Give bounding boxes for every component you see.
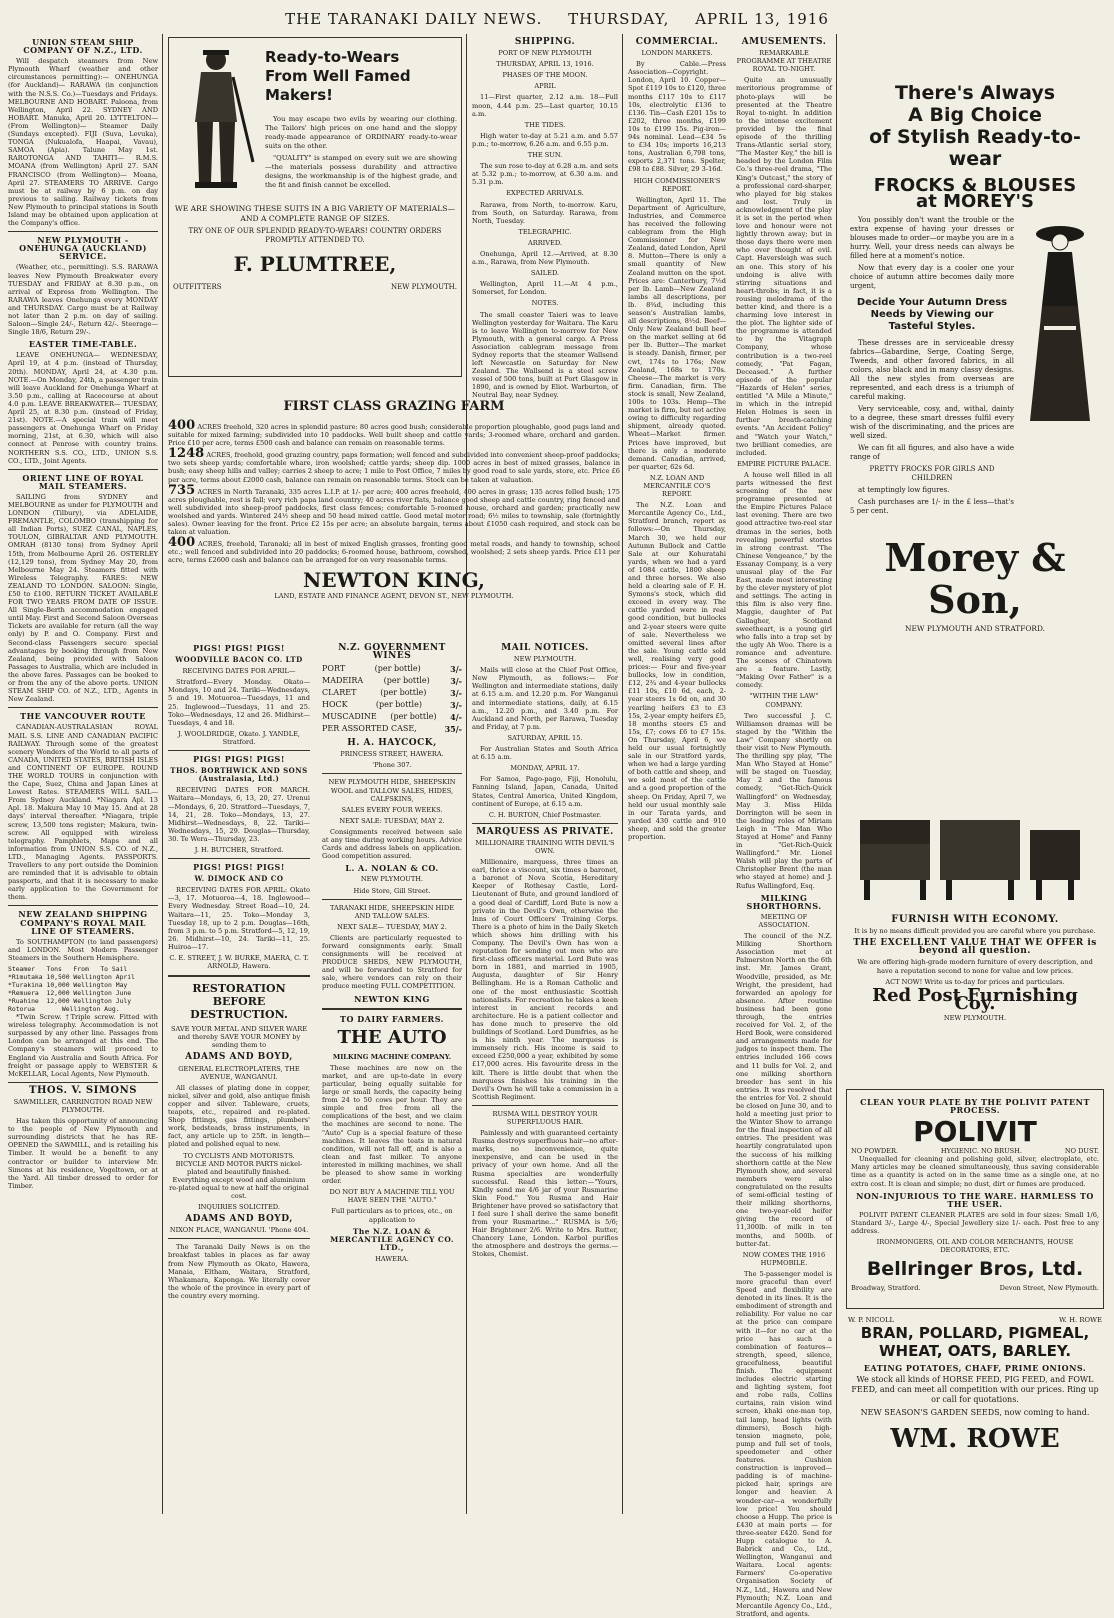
hc-title: HIGH COMMISSIONER'S REPORT. [633, 176, 721, 193]
easter-body: LEAVE ONEHUNGA— WEDNESDAY, April 19, at 4 p.m. (instead of Thursday, 20th). MONDAY, April 24, at 4.30 p.m. NOTE.—On Monday, 24th, a passenger train will leave Auckland for Onehunga Wharf at 3.50 p.m., calling at Racecourse at about 4.0 p.m. LEAVE BREAKWATER— TUESDAY, April 25, at 8.30 p.m. (instead of Friday, 21st). NOTE.—A special train will meet passengers at Onehunga Wharf on Friday morning, 21st, at 6.30, which will also connect at Penrose with country trains. NORTHERN S.S. CO., LTD., UNION S.S. CO., LTD., Joint Agents. [8, 351, 158, 465]
column-commercial [624, 34, 730, 1514]
wine-row: HOCK (per bottle) 3/- [322, 700, 462, 711]
taranaki-sales-firm: NEWTON KING [354, 993, 430, 1004]
milking-body: The council of the N.Z. Milking Shorthorn Association met at Palmerston North on the 6th inst. Mr. James Grant, Woodville, presided, as Mr. Wright, the president, had forwarded an apology for absence. After routine business had been gone through, the entries received for Vol. 2, of the Herd Book, were considered and arrangements made for judges to inspect them. The entries included 166 cows and 11 bulls for Vol. 2, and one milking shorthorn breeder has sent in his entries. It was resolved that the entries for Vol. 2 should be closed on June 30, and to hold a meeting just prior to the Winter Show to arrange for the final inspection of all entries. The president was heartily congratulated upon the success of his milking shorthorn cattle at the New Plymouth show, and several members were also congratulated on the results of semi-official testing of their milking shorthorns, one two-year-old heifer giving the record of 11,300lb. of milk in ten months, and 500lb. of butter-fat. [736, 932, 833, 1248]
tides-title: THE TIDES. [524, 120, 566, 129]
morey-ad [840, 34, 1110, 799]
sheepskin-store: Hide Store, Gill Street. [353, 886, 431, 895]
taranaki-sales-next: NEXT SALE— TUESDAY, MAY 2. [337, 922, 447, 931]
masthead-day: THURSDAY, [568, 10, 670, 28]
plumtree-quality: "QUALITY" is stamped on every suit we are showing—the materials possess durability and attractive designs, the workmanship is of the highest grade, and the fit and finish cannot be excelled. [265, 154, 457, 189]
grazing-address: LAND, ESTATE AND FINANCE AGENT, DEVON ST., NEW PLYMOUTH. [274, 591, 514, 600]
grazing-item: 400 ACRES, freehold, Taranaki; all in best of mixed English grasses, fronting good metal roads, and handy to township, school etc.; well fenced and subdivided into 20 paddocks; 6-roomed house, bathroom, cowshed, woolshed; 2 sets sheep yards. Price £11 per acre, terms £2600 cash and balance can be arranged for on very reasonable terms. [168, 535, 620, 565]
marquess-title: MARQUESS AS PRIVATE. [476, 826, 614, 837]
morey-frocks: FROCKS & BLOUSES [873, 175, 1077, 196]
grazing-item: 400 ACRES freehold, 320 acres in splendid pasture: 80 acres good bush; considerable proportion ploughable, good pugs land and suitable for mixed farming; subdivided into 10 paddocks. Well built sheep and cattle yards; 3-roomed whare, orchard and garden. Price £10 per acre, terms £500 cash and balance can remain on reasonable terms. [168, 418, 620, 448]
pigs3-dates: RECEIVING DATES FOR APRIL: Okato—3, 17. Motuoroa—4, 18. Inglewood—Every Wednesday. Street Road—10, 24. Waitara—11, 25. Toko—Monday 3, Tuesday 18, up to 2 p.m. Douglas—16th, from 3 p.m. to 5 p.m. Stratford—5, 12, 19, 26. Midhirst—10, 24. Tariki—11, 25. Huiroa—17. [168, 886, 310, 951]
morey-p1: You possibly don't want the trouble or the extra expense of having your dresses or blouses made to order—or maybe you are in a hurry. Well, your dress needs can always be filled here at a moment's notice. [850, 216, 1014, 261]
milking-title: MILKING SHORTHORNS. [746, 892, 822, 911]
simons-body: Has taken this opportunity of announcing to the people of New Plymouth and surrounding districts that he has RE-OPENED the SAWMILL, and is retailing his Timber. It would be a benefit to any contractor or builder to interview Mr. Simons at his residence, Vogeltown, or at the Yard. All timber dressed to order for Timber. [8, 1117, 158, 1190]
shipping-date: THURSDAY, APRIL 13, 1916. [496, 60, 594, 69]
bran-ad [840, 1316, 1110, 1514]
orient-title: ORIENT LINE OF ROYAL MAIL STEAMERS. [22, 472, 144, 491]
pigs3-agents: C. E. STREET, J. W. BURKE, MAERA, C. T. ARNOLD, Hawera. [169, 954, 309, 971]
nzship-table: Steamer Tons From To Sail *Rimutaka 10,500 Wellington April *Turakina 10,000 Wellington May *Remuera 12,000 Wellington June *Ruahine 12,000 Wellington July Rotorua Wellington Aug. [8, 965, 135, 1014]
lady-illustration [1020, 216, 1100, 426]
wine-row: CLARET (per bottle) 3/- [322, 688, 462, 699]
morey-p5: We can fit all figures, and also have a wide range of [850, 444, 1014, 462]
pigs2-agent: J. H. BUTCHER, Stratford. [194, 845, 284, 854]
rusma-title: RUSMA WILL DESTROY YOUR SUPERFLUOUS HAIR. [492, 1109, 598, 1126]
dairy-body: These machines are now on the market, and are up-to-date in every particular, being equally suitable for large or small herds, the capacity being from 24 to 50 cows per hour. They are simple and free from all the complications of the best, and we claim the machines are second to none. The "Auto" Cup is a special feature of these machines. It leaves the teats in natural condition, will not fall off, and is also a clean and fast milker. To anyone interested in milking machines, we shall be pleased to show same in working order. [322, 1063, 462, 1186]
wine-row: MADEIRA (per bottle) 3/- [322, 676, 462, 687]
column-rule [836, 34, 837, 1514]
bran-right: W. H. ROWE [1058, 1316, 1102, 1324]
simons-sub: SAWMILLER, CARRINGTON ROAD NEW PLYMOUTH. [13, 1097, 153, 1114]
moon-month: APRIL [534, 82, 556, 91]
dimock-title: W. DIMOCK AND CO [194, 874, 284, 884]
plumtree-foot-right: NEW PLYMOUTH. [391, 283, 457, 291]
milking-sub: MEETING OF ASSOCIATION. [758, 912, 810, 929]
plumtree-headline-2: From Well Famed [265, 67, 411, 85]
polivit-hygienic: HYGIENIC. NO BRUSH. [940, 1147, 1023, 1156]
bran-line2: WHEAT, OATS, BARLEY. [878, 1342, 1072, 1361]
bran-line3: EATING POTATOES, CHAFF, PRIME ONIONS. [863, 1363, 1087, 1374]
morey-son: Morey & Son, [884, 535, 1066, 623]
plumtree-headline-3: Makers! [265, 86, 333, 104]
sheepskin-place: NEW PLYMOUTH. [360, 875, 424, 884]
bellringer-name: Bellringer Bros, Ltd. [866, 1258, 1084, 1281]
woodville-title: WOODVILLE BACON CO. LTD [175, 655, 303, 665]
restoration-body: SAVE YOUR METAL AND SILVER WARE and thereby SAVE YOUR MONEY by sending them to [170, 1025, 308, 1050]
column-rule [622, 34, 623, 1514]
furniture-illustration [850, 800, 1090, 910]
marquess-sub: MILLIONAIRE TRAINING WITH DEVIL'S OWN. [475, 838, 615, 855]
nzship-body: To SOUTHAMPTON (to land passengers) and LONDON. Most Modern Passenger Steamers in the Southern Hemisphere. [8, 937, 158, 962]
onehunga-body: (Weather, etc., permitting). S.S. RARAWA leaves New Plymouth Breakwater every TUESDAY and FRIDAY at 8.30 p.m., on arrival of Express from Wellington. The RARAWA leaves Onehunga every MONDAY and THURSDAY. Cargo must be at Railway not later than 2 p.m. on day of sailing. Saloon—Single 24/-, Return 42/-. Steerage—Single 18/6, Return 29/-. [8, 263, 158, 337]
wine-row: MUSCADINE (per bottle) 4/- [322, 712, 462, 723]
empire-body: A house well filled in all parts witnessed the first screening of the new programme presented at the Empire Pictures Palace last evening. There are two good attractive two-reel star dramas in the series, both revealing powerful stories in strong contrast. "The Chinese Vengeance," by the Essanay Company, is a very unusual play of the Far East, made most interesting by the clever mystery of plot and settings. The acting in this film is also very fine. Maggie, daughter of Pat Gallagher, Scotland sweetheart, is a young girl who falls into a trap set by the ugly Ah Woo. There is a romance and adventure. The scenes of Chinatown are a feature. Lastly, "Making Over Father" is a comedy. [736, 470, 832, 690]
shipping-title: SHIPPING. [514, 37, 576, 47]
within-title: "WITHIN THE LAW" COMPANY. [749, 692, 819, 709]
expected-title: EXPECTED ARRIVALS. [506, 189, 584, 198]
mail-title: MAIL NOTICES. [501, 643, 589, 653]
bran-line1: BRAN, POLLARD, PIGMEAL, [860, 1324, 1090, 1343]
bran-seeds: NEW SEASON'S GARDEN SEEDS, now coming to hand. [860, 1408, 1090, 1418]
sun-title: THE SUN. [527, 151, 563, 160]
polivit-ad [840, 1086, 1110, 1312]
telegraphic-title: TELEGRAPHIC. [518, 227, 572, 236]
wines-address: PRINCESS STREET, HAWERA. [340, 750, 444, 759]
plumtree-name: F. PLUMTREE, [233, 252, 397, 276]
polivit-no-dust: NO DUST. [1064, 1147, 1099, 1156]
polivit-top: CLEAN YOUR PLATE BY THE POLIVIT PATENT PROCESS. [860, 1097, 1090, 1116]
mail-np: NEW PLYMOUTH. [513, 655, 577, 664]
masthead [0, 10, 1114, 28]
pigs3-title: PIGS! PIGS! PIGS! [193, 862, 285, 873]
dairy-place: HAWERA. [375, 1254, 409, 1263]
london-markets: LONDON MARKETS. [641, 49, 713, 58]
commercial-body: By Cable.—Press Association—Copyright. London, April 10. Copper—Spot £119 10s to £120, three months £117 10s to £117 10s, electrolytic £136 to £136. Tin—Cash £201 15s to £202, three months, £199 10s to £199 15s. Pig-iron—94s nominal. Lead—£34 5s to £34 10s; imports 16,213 tons, Australian 6,798 tons, exports 2,371 tons. Spelter, £98 to £88. Silver, 29 3-16d. [628, 60, 726, 174]
grazing-item: 1248 ACRES, freehold, good grazing country, paps formation; well fenced and subdivided into convenient sheep-proof paddocks; two sets sheep yards; comfortable whare, iron woolshed; cattle yards; sheep dip. 1000 acres in best of mixed grasses, balance in bush; easy sheep hills and valley; carries 2 sheep to acre; 1 mile to Post Office, 7 miles by good road to sale yards, store, etc. Price £6 per acre, terms about £2000 cash, balance can remain on reasonable terms. Stock can be taken at valuation. [168, 446, 620, 484]
sheepskin-body: Consignments received between sale at any time during working hours. Advice Cards and address labels on application. Good competition assured. [322, 827, 462, 861]
notes-title: NOTES. [531, 299, 559, 308]
nz-loan-title: N.Z. LOAN AND MERCANTILE CO'S REPORT. [643, 473, 711, 499]
bellringer-left: Broadway, Stratford. [851, 1284, 921, 1293]
sun-body: The sun rose to-day at 6.28 a.m. and sets at 5.32 p.m.; to-morrow, at 6.30 a.m. and 5.31 p.m. [472, 162, 618, 187]
furnish-excellent: THE EXCELLENT VALUE THAT WE OFFER is beyond all question. [853, 938, 1097, 957]
onehunga-title: NEW PLYMOUTH - ONEHUNGA (AUCKLAND) SERVICE. [19, 235, 147, 262]
arrived-title: ARRIVED. [527, 238, 563, 247]
vancouver-title: THE VANCOUVER ROUTE [20, 711, 146, 722]
nzship-tail: *Twin Screw. †Triple screw. Fitted with wireless telegraphy. Accommodation is not surpassed by any other line. Passages from London can be arranged at this end. The Company's steamers will proceed to England via Australia and South Africa. For freight or passage apply to WEBSTER & McKELLAR, Local Agents, New Plymouth. [8, 1013, 158, 1078]
pigs-agents: J. WOOLDRIDGE, Okato. J. YANDLE, Stratford. [177, 729, 300, 746]
morey-headline-1: There's Always [894, 82, 1056, 104]
pigs-dates: Stratford—Every Monday. Okato—Mondays, 10 and 24. Tariki—Wednesdays, 5 and 19. Motuoroa—Tuesdays, 11 and 25. Inglewood—Tuesdays, 11 and 25. Toko—Wednesdays, 12 and 26. Midhirst—Tuesdays, 4 and 18. [168, 678, 310, 727]
restoration-firm2: ADAMS AND BOYD, [185, 1214, 293, 1225]
orient-body: SAILING from SYDNEY and MELBOURNE as under for PLYMOUTH and LONDON (Tilbury), via ADELAIDE, FREMANTLE, COLOMBO (transhipping for all Indian Ports), SUEZ CANAL, NAPLES, TOULON, GIBRALTAR AND PLYMOUTH. OMRAH (8130 tons) from Sydney April 15th, from Melbourne April 26. OSTERLEY (12,129 tons), from Sydney May 20, from Melbourne May 24. Steamers fitted with Wireless Telegraphy. FARES: NEW ZEALAND TO LONDON. SALOON: Single, £50 to £100. RETURN TICKET AVAILABLE FOR TWO YEARS FROM DATE OF ISSUE. All Single-Berth accommodation engaged until May. First and Second Saloon Overseas Tickets are available for return (all the way only) by P. and O. Company. First and Second-class Passengers secure special advantages by booking through from New Zealand, being provided with Saloon Passages to Australia, which are included in the above fares. Passages can be booked to or from the any of the above ports. UNION STEAM SHIP CO. of N.Z., LTD., Agents in New Zealand. [8, 492, 158, 704]
column-wines [318, 640, 466, 1514]
rusma-body: Painlessly and with guaranteed certainty Rusma destroys superfluous hair—no after-marks, no inconvenience, quite inexpensive, and can be used in the privacy of your own home. And all the Rusma specialties are wonderfully successful. Read this letter:—"Yours, Kindly send me 4/6 jar of your Rusmarine Skin Food." You Rusma and Hair Brightener have proved so satisfactory that I feel sure I shall derive the same benefit from your Rusmarine..." RUSMA is 5/6; Hair Brightener 2/6. Write to Mrs. Rutter, Chancery Lane, London. Karbol purifies the atmosphere and destroys the germs.—Stokes, Chemist. [472, 1129, 618, 1259]
polivit-name: POLIVIT [913, 1115, 1037, 1149]
polivit-non: NON-INJURIOUS TO THE WARE. HARMLESS TO THE USER. [856, 1190, 1094, 1209]
vancouver-body: CANADIAN-AUSTRALASIAN ROYAL MAIL S.S. LINE AND CANADIAN PACIFIC RAILWAY. Through some of the greatest scenery Wonders of the World to all parts of CANADA, UNITED STATES, BRITISH ISLES and CONTINENT OF EUROPE. ROUND THE WORLD TOURS in conjunction with the Cape, Suez, China and Japan Lines at Lowest Rates. STEAMERS WILL SAIL— From Sydney Auckland. *Niagara Apl. 13 Apl. 18. Makura May 10 May 15. And at 28 days' interval thereafter. *Niagara, triple screw, 13,500 tons register; Makura, twin-screw. All equipped with wireless telegraphy. Pamphlets, Maps and all information from UNION S.S. CO. of N.Z., LTD., Managing Agents. PASSPORTS. Travellers to any port outside the Dominion are reminded that it is advisable to obtain passports, and that it is necessary to make early application to the Government for them. [8, 723, 158, 902]
soldier-illustration [173, 42, 259, 192]
morey-where: NEW PLYMOUTH AND STRATFORD. [905, 624, 1045, 634]
column-pigs [164, 640, 314, 1514]
hc-body: Wellington, April 11. The Department of Agriculture, Industries, and Commerce has received the following cablegram from the High Commissioner for New Zealand, dated London, April 8. Mutton—There is only a small quantity of New Zealand mutton on the spot. Prices are: Canterbury, 7½d per lb. Lamb—New Zealand lambs all descriptions, per lb. 8¾d, including this season's Australian lambs, all descriptions, 8½d. Beef—Only New Zealand bull beef on the market selling at 6d per lb. Butter—The market is steady. Danish, firmer, per cwt, 174s to 176s; New Zealand, 168s to 170s. Cheese—The market is very firm. Canadian, firm. The stock is small, New Zealand, 100s to 103s. Hemp—The market is firm, but not active owing to difficulty regarding shipment, already quoted. Wheat—Market firmer. Prices have improved, but there is only a moderate demand. Canadian, arrived, per quarter, 62s 6d. [628, 195, 726, 471]
furnish-body: We are offering high-grade modern furniture of every description, and have a reputation second to none for value and low prices. [857, 958, 1093, 975]
morey-pretty: PRETTY FROCKS FOR GIRLS AND CHILDREN [869, 465, 995, 483]
morey-headline-2: A Big Choice [908, 104, 1042, 126]
column-rule [162, 34, 163, 1514]
column-rule [466, 34, 467, 1514]
polivit-sizes: POLIVIT PATENT CLEANER PLATES are sold in four sizes: Small 1/6, Standard 3/-, Large 4/-, Special Jewellery size 1/- each. Post free to any address. [851, 1210, 1099, 1236]
hupmobile-body: The 5-passenger model is more graceful than ever! Speed and flexibility are denoted in its lines. It is the embodiment of strength and reliability. For value no car at the price can compare with it—for no car at the price has such a combination of features—strength, speed, silence, gracefulness, beautiful finish. The equipment includes electric starting and lighting system, foot and robe rails, Collins curtains, rain vision wind screen, khaki one-man top, tail lamp, head lights (with dimmers), Bosch high-tension magneto, pole, pump and full set of tools, speedometer and other features. Cushion construction is improved—padding is of machine-picked hair, springs are longer and heavier. A wonder-car—a wonderfully low price! You should choose a Hupp. The price is £430 at main ports — for three-seater £420. Send for Hupp catalogue to A. Babrick and Co., Ltd., Wellington, Wanganui and Waitara. Local agents: Farmers' Co-operative Organisation Society of N.Z., Ltd., Hawera and New Plymouth; N.Z. Loan and Mercantile Agency Co., Ltd., Stratford, and agents. [736, 1269, 832, 1618]
arrived-body: Onehunga, April 12.—Arrived, at 8.30 a.m., Rarawa, from New Plymouth. [472, 249, 618, 267]
pigs2-dates: RECEIVING DATES FOR MARCH. Waitara—Mondays, 6, 13, 20, 27. Urenui—Mondays, 6, 20. Stratford—Tuesdays, 7, 14, 21, 28. Toko—Mondays, 13, 27. Midhirst—Wednesdays, 8, 22. Tariki—Wednesdays, 15, 29. Douglas—Thursday, 30. Te Wera—Thursday, 23. [168, 786, 310, 843]
morey-at: at MOREY'S [916, 191, 1034, 213]
grazing-title: FIRST CLASS GRAZING FARM [283, 399, 505, 414]
pigs-dates-title: RECEIVING DATES FOR APRIL— [182, 667, 296, 676]
restoration-inquiries: INQUIRIES SOLICITED. [198, 1203, 280, 1212]
grazing-agent: NEWTON KING, [303, 567, 485, 592]
plumtree-showing: WE ARE SHOWING THESE SUITS IN A BIG VARIETY OF MATERIALS—AND A COMPLETE RANGE OF SIZES. [174, 204, 456, 223]
wines-title: N.Z. GOVERNMENT WINES [338, 643, 446, 662]
furnish-write: ACT NOW! Write us to-day for prices and particulars. [885, 977, 1065, 986]
sheepskin-title: NEW PLYMOUTH HIDE, SHEEPSKIN WOOL and TALLOW SALES, HIDES, CALFSKINS, [328, 778, 456, 803]
grazing-ad [164, 392, 624, 636]
moon-phases: 11—First quarter, 2.12 a.m. 18—Full moon, 4.44 p.m. 25—Last quarter, 10.15 a.m. [472, 93, 618, 118]
expected-body: Rarawa, from North, to-morrow. Karu, from South, on Saturday. Rarawa, from North, Tuesday. [472, 200, 618, 225]
column-amusements [732, 34, 836, 1618]
plumtree-foot-left: OUTFITTERS [173, 283, 222, 291]
restoration-foot: The Taranaki Daily News is on the breakfast tables in places as far away from New Plymouth as Okato, Hawera, Manaia, Eltham, Waitara, Stratford, Whakamara, Kaponga. We literally cover the whole of the province in every part of the country every morning. [168, 1243, 310, 1300]
taranaki-sales-body: Clients are particularly requested to forward consignments early. Small consignments will be received at PRODUCE SHEDS, NEW PLYMOUTH, and will be forwarded to Stratford for sale, where vendors can rely on their produce meeting FULL COMPETITION. [322, 933, 462, 991]
union-title: UNION STEAM SHIP COMPANY OF N.Z., LTD. [23, 37, 143, 56]
restoration-desc: All classes of plating done in copper, nickel, silver and gold, also antique finish copper and silver. Tableware, cruets, teapots, etc., repaired and re-plated. Shop fittings, gas fittings, plumbers' work, bedsteads, brass instruments, in fact, any article up to 25ft. in length—plated and polished equal to new. [168, 1083, 310, 1149]
column-shipping-ads [4, 34, 162, 1514]
amusements-title: AMUSEMENTS. [741, 37, 827, 47]
wine-row: PER ASSORTED CASE, 35/- [322, 724, 462, 735]
grazing-item: 735 ACRES in North Taranaki, 335 acres L.I.P. at 1/- per acre; 400 acres freehold, 400 acres in grass; 135 acres felled bush; 175 acres ploughable, rest is fall; very rich papa land country; 40 acres river flats, balance good sheep and cattle country, ring fenced and well subdivided into sheep-proof paddocks, first class fences; comfortable 5-roomed house, orchard and garden; practically new woolshed and yards. Wintered 24½ sheep and 50 head mixed cattle. Good metal motor road; 6½ miles to township, sale (fortnightly sales). Owner leaving for the front. Price £2 15s per acre; an absolute bargain, terms about £1050 cash required, and stock can be taken at valuation. [168, 482, 620, 537]
pigs2-title: PIGS! PIGS! PIGS! [193, 754, 285, 765]
plumtree-headline-1: Ready-to-Wears [265, 48, 400, 66]
morey-p3: These dresses are in serviceable dressy fabrics—Gabardine, Serge, Coating Serge, Tweeds, and other favored fabrics, in all colors, also black and in many classy designs. All the new styles from overseas are represented, and each dress is a triumph of careful making. [850, 339, 1014, 402]
nz-loan-body: The N.Z. Loan and Mercantile Agency Co., Ltd., Stratford branch, report as follows:—On Thursday, March 30, we held our Autumn Bullock and Cattle Sale at our Kohuratahi yards, when we had a yard of 1084 cattle, 1800 sheep and three horses. We also held a clearing sale of F. H. Symons's stock, which did exceed in every way. The cattle yarded were in real good condition, but bullocks and 2-year steers were quite of sale. Nevertheless we omitted several lines after the sale. Young cattle sold well, realising very good prices:— Four and five-year bullocks, low in condition, £12, 2¾ and 4-year bullocks £11 10s, £10 6d, each, 2-year steers 1s 6d on, and 30 yearling heifers £3 to £3 15s, 2-year empty heifers £5, 18 months steers £5 and 15s, £7; cows £6 to £7 15s. On Thursday, April 6, we held our usual fortnightly sale in our Stratford yards, when we had a large yarding of both cattle and sheep, and we sold most of the cattle and a good proportion of the sheep. On Friday, April 7, we held our usual monthly sale in our Tarata yards, and yarded 430 cattle and 910 sheep, and sold the greater proportion. [628, 501, 726, 841]
simons-title: THOS. V. SIMONS [29, 1084, 137, 1096]
notes-body: The small coaster Taieri was to leave Wellington yesterday for Waitara. The Karu is to leave Wellington to-morrow for New Plymouth, with a general cargo. A Press Association cablegram message from Sydney reports that the steamer Wallsend left Newcastle on Saturday for New Zealand. The Wallsend is a steel screw vessel of 500 tons, built at Port Glasgow in 1890, and is owned by Eliot. Warburton, of Neutral Bay, near Sydney. [472, 310, 618, 400]
sailed-title: SAILED. [530, 269, 560, 278]
bellringer-right: Devon Street, New Plymouth. [999, 1284, 1099, 1293]
sheepskin-sales: SALES EVERY FOUR WEEKS. [341, 805, 443, 814]
dairy-dont: DO NOT BUY A MACHINE TILL YOU HAVE SEEN THE "AUTO." [329, 1188, 455, 1205]
restoration-sub: GENERAL ELECTROPLATERS, THE AVENUE, WANGANUI. [178, 1064, 300, 1081]
bran-left: W. P. NICOLL [848, 1316, 895, 1324]
empire-title: EMPIRE PICTURE PALACE. [736, 459, 832, 468]
bran-body: We stock all kinds of HORSE FEED, PIG FEED, and FOWL FEED, and can meet all competition with our prices. Ring up or call for quotations. [851, 1375, 1099, 1405]
morey-p2: Now that every day is a cooler one your choice of autumn attire becomes daily more urgent, [850, 264, 1014, 291]
masthead-date: APRIL 13, 1916 [695, 10, 829, 28]
union-body: Will despatch steamers from New Plymouth Wharf (weather and other circumstances permitting):— ONEHUNGA (for Auckland)— RARAWA (in conjunction with the N.S.S. Co.)—Tuesdays and Fridays. MELBOURNE AND HOBART. Paloona, from Wellington, April 22. SYDNEY AND HOBART. Manuka, April 20. LYTTELTON— (From Wellington)— Steamer Daily (Sundays excepted). FIJI (Suva, Levuka), TONGA (Nukualofa, Haapai, Vavau), SAMOA (Apia). Talune May 1st. RAROTONGA AND TAHITI— R.M.S. MOANA (from Wellington) April 27. SAN FRANCISCO (from Wellington)— Moana, April 27. STEAMERS TO ARRIVE. Cargo must be at railway by 6 p.m. on day previous to sailing. Railway tickets from New Plymouth to principal stations in South Island may be obtained upon application at the Company's office. [8, 57, 158, 228]
paper-title: THE TARANAKI DAILY NEWS. [285, 10, 543, 28]
morey-p4: Very serviceable, cosy, and, withal, dainty to a degree, these smart dresses fulfil every wish of the discriminating, and the prices are well sized. [850, 405, 1014, 441]
polivit-no-powder: NO POWDER. [851, 1147, 899, 1156]
furnish-ad [840, 800, 1110, 1040]
restoration-firm: ADAMS AND BOYD, [185, 1052, 293, 1063]
bran-sign: WM. ROWE [890, 1424, 1060, 1455]
moon-title: PHASES OF THE MOON. [502, 71, 588, 80]
commercial-title: COMMERCIAL. [635, 37, 719, 47]
pigs-title: PIGS! PIGS! PIGS! [193, 643, 285, 653]
morey-cash: Cash purchases are 1/- in the £ less—that's 5 per cent. [850, 498, 1014, 516]
plumtree-ad [164, 34, 466, 394]
column-shipping-news [468, 34, 622, 400]
dairy-full: Full particulars as to prices, etc., on application to [331, 1207, 453, 1224]
morey-headline-3: of Stylish Ready-to-wear [869, 126, 1081, 170]
amusements-sub: REMARKABLE PROGRAMME AT THEATRE ROYAL TO-NIGHT. [736, 49, 832, 74]
sheepskin-next: NEXT SALE: TUESDAY, MAY 2. [339, 816, 445, 825]
mail-mon-body: For Samoa, Pago-pago, Fiji, Honolulu, Fanning Island, Japan, Canada, United States, Central America, United Kingdom, continent of Europe, at 6.15 a.m. [472, 775, 618, 808]
dairy-firm: The N.Z. LOAN & MERCANTILE AGENCY CO. LTD., [330, 1226, 454, 1252]
dairy-auto: THE AUTO [337, 1026, 447, 1048]
polivit-iron: IRONMONGERS, OIL AND COLOR MERCHANTS, HOUSE DECORATORS, ETC. [876, 1238, 1074, 1255]
mail-sat: SATURDAY, APRIL 15. [507, 733, 583, 742]
within-body: Two successful J. C. Williamson dramas will be staged by the "Within the Law" Company shortly on their visit to New Plymouth. The thrilling spy play, "The Man Who Stayed at Home" will be staged on Tuesday, May 2 and the famous comedy, "Get-Rich-Quick Wallingford" on Wednesday, May 3. Miss Hilda Dorrington will be seen in the leading roles of Miriam Leigh in "The Man Who Stayed at Home" and Fanny in "Get-Rich-Quick Wallingford." Mr. Lionel Walsh will play the parts of Christopher Brent (the man who stayed at home) and J. Rufus Wallingford, Esq. [736, 711, 832, 890]
mail-body: Mails will close at the Chief Post Office, New Plymouth, as follows:— For Wellington and intermediate stations, daily at 6.15 a.m. and 12.20 p.m. For Wanganui and intermediate stations, daily, at 6.15 a.m., 12.20 p.m., and 3.40 p.m. For Auckland and North, per Rarawa, Tuesday and Friday, at 7 p.m. [472, 666, 618, 731]
mail-sign: C. H. BURTON, Chief Postmaster. [488, 810, 602, 819]
morey-decide: Decide Your Autumn Dress Needs by Viewing our Tasteful Styles. [856, 297, 1008, 333]
borthwick-title: THOS. BORTHWICK AND SONS (Australasia, Ltd.) [170, 766, 308, 784]
dairy-sub: MILKING MACHINE COMPANY. [332, 1052, 452, 1061]
furnish-name: Red Post Furnishing Coy. [872, 984, 1078, 1014]
easter-title: EASTER TIME-TABLE. [28, 339, 138, 350]
furnish-title: FURNISH WITH ECONOMY. [891, 914, 1059, 926]
plumtree-try: TRY ONE OF OUR SPLENDID READY-TO-WEARS! COUNTRY ORDERS PROMPTLY ATTENDED TO. [188, 227, 442, 244]
dairy-title: TO DAIRY FARMERS. [340, 1013, 444, 1024]
column-mail-news [468, 640, 622, 1514]
restoration-title: RESTORATION BEFORE DESTRUCTION. [190, 982, 288, 1022]
shipping-port: PORT OF NEW PLYMOUTH [498, 49, 592, 58]
mail-sat-body: For Australian States and South Africa at 6.15 a.m. [472, 745, 618, 762]
sailed-body: Wellington, April 11.—At 4 p.m., Somerset, for London. [472, 280, 618, 297]
sheepskin-firm: L. A. NOLAN & CO. [345, 863, 439, 874]
hupmobile-title: NOW COMES THE 1916 HUPMOBILE. [742, 1250, 826, 1267]
marquess-body: Millionaire, marquess, three times an earl, thrice a viscount, six times a baronet, a baronet of Nova Scotia, Hereditary Keeper of Rothesay Castle, Lord-Lieutenant of Bute, and ground landlord of a good deal of Cardiff, Lord Bute is now a private in the Devil's Own, otherwise the Inns of Court Officers' Training Corps. There is a photo of him in the Daily Sketch which shows him drilling with his Company. The Devil's Own has won a reputation for sending out men who are first-class officers material. Lord Bute was born in 1881, and married in 1905, Augusta, daughter of Sir Henry Bellingham. He is a Roman Catholic and one of the most enthusiastic Scottish nationalists. For recreation he takes a keen interest in ancient records and architecture. He is a patient collector and has done much to preserve the old buildings of Scotland. Lord Dumfries, as he is his ninth year. The marquess is immensely rich. His income is said to exceed £250,000 a year, exhibited by some £17,000 acres. His favourite dress in the kilt. There is little doubt that when the marquess finishes his training in the Devil's Own he will take a commission in a Scottish Regiment. [472, 858, 618, 1101]
amusements-body: Quite an unusually meritorious programme of photo-plays will be presented at the Theatre Royal to-night. In addition to the intense excitement provided by the final episode of the thrilling Trans-Atlantic serial story, "The Master Key," the bill is headed by the London Film Co.'s three-reel drama, "The King's Outcast," the story of a professional card-sharper, who played for big stakes and lost. Truly in acknowledgment of the play it is set in the period when love and honour were not lightly thrown away; but in those days there were men who over thought of evil. Capt. Haversleigh was such an one. This story of his undoing is alive with stirring situations and heart-throbs; in fact, it is a rousing melodrama of the better kind, and there is a charming love interest in the plot. The lighter side of the programme is attended to by the Vitagraph Company, whose contribution is a two-reel comedy, "Pat Fagan, Deceased." A further episode of the popular "Hazards of Helen" series, entitled "A Mile a Minute," in which in the intrepid Helen Holmes is seen in further breath-catching events. "An Accident Policy" and "Watch your Watch," two brilliant comedies, are included. [736, 76, 832, 457]
mail-mon: MONDAY, APRIL 17. [510, 764, 580, 773]
furnish-place: NEW PLYMOUTH. [943, 1013, 1007, 1022]
plumtree-body: You may escape two evils by wearing our clothing. The Tailors' high prices on one hand and the sloppy ready-made appearance of ORDINARY ready-to-wear suits on the other. [265, 115, 457, 150]
tides-body: High water to-day at 5.21 a.m. and 5.57 p.m.; to-morrow, 6.26 a.m. and 6.55 p.m. [472, 131, 618, 148]
nzship-title: NEW ZEALAND SHIPPING COMPANY'S ROYAL MAIL LINE OF STEAMERS. [18, 909, 148, 936]
wines-name: H. A. HAYCOCK, [347, 738, 437, 749]
taranaki-sales-title: TARANAKI HIDE, SHEEPSKIN HIDE AND TALLOW SALES. [329, 903, 455, 920]
restoration-addr2: NIXON PLACE, WANGANUI. 'Phone 404. [169, 1226, 309, 1235]
wines-phone: 'Phone 307. [372, 761, 412, 770]
polivit-body: Unequalled for cleaning and polishing gold, silver, electroplate, etc. Many articles may be cleaned simultaneously, thus saving considerable time as a quantity is acted on in the same time as a single one, at no extra cost. It is clean and simple; no dust, dirt or fumes are produced. [851, 1155, 1099, 1188]
restoration-cyclists: TO CYCLISTS AND MOTORISTS. BICYCLE AND MOTOR PARTS nickel-plated and beautifully finished. Everything except wood and aluminium re-plated equal to new at half the original cost. [169, 1151, 309, 1200]
furnish-sub: It is by no means difficult provided you are careful where you purchase. [854, 927, 1096, 936]
wine-row: PORT (per bottle) 3/- [322, 664, 462, 675]
morey-low: at temptingly low figures. [858, 486, 950, 495]
